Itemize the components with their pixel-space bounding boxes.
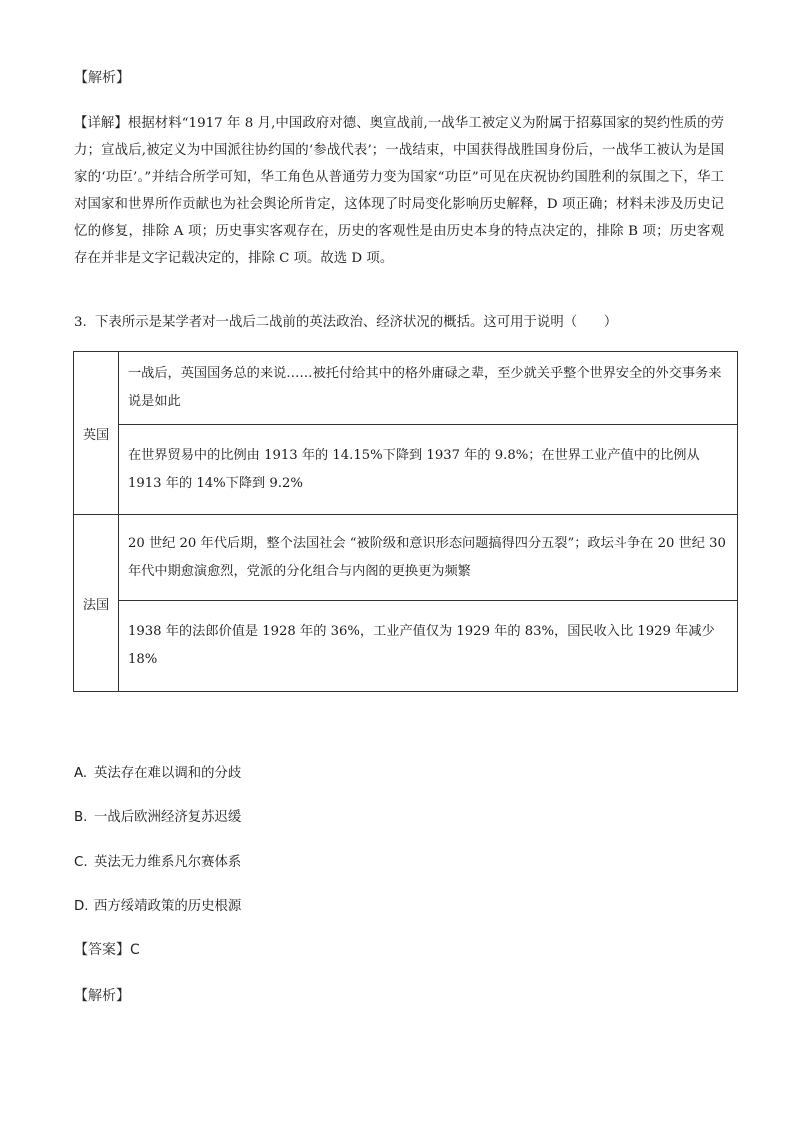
table-row xyxy=(74,352,738,425)
fr-economy-cell: 1938 年的法郎价值是 1928 年的 36%，工业产值仅为 1929 年的 83%，国民收入比 1929 年减少 18% xyxy=(119,601,738,692)
country-cell-uk: 英国 xyxy=(74,352,119,515)
detail-text: 根据材料“1917 年 8 月,中国政府对德、奥宣战前,一战华工被定义为附属于招募国家的契约性质的劳力；宣战后,被定义为中国派往协约国的‘参战代表’；一战结束，中国获得战胜国身份后，一战华工被认为是国家的‘功臣’。”并结合所学可知，华工角色从普通劳力变为国家“功臣”可见在庆祝协约国胜利的氛围之下，华工对国家和世界所作贡献也为社会舆论所肯定，这体现了时局变化影响历史解释，D 项正确；材料未涉及历史记忆的修复，排除 A 项；历史事实客观存在，历史的客观性是由历史本身的特点决定的，排除 B 项；历史客观存在并非是文字记载决定的，排除 C 项。故选 D 项。 xyxy=(74,116,724,266)
question-stem: 下表所示是某学者对一战后二战前的英法政治、经济状况的概括。这可用于说明（ ） xyxy=(95,315,618,330)
option-letter: D. xyxy=(74,899,89,914)
uk-politics-cell: 一战后，英国国务总的来说……被托付给其中的格外庸碌之辈，至少就关乎整个世界安全的外交事务来说是如此 xyxy=(119,352,738,425)
option-b[interactable] xyxy=(74,806,241,825)
option-text: 一战后欧洲经济复苏迟缓 xyxy=(94,810,242,825)
option-letter: C. xyxy=(74,855,88,870)
table-row xyxy=(74,601,738,692)
question-number: 3. xyxy=(74,315,87,330)
option-letter: A. xyxy=(74,766,88,781)
option-d[interactable] xyxy=(74,895,241,914)
answer-line xyxy=(74,939,140,959)
table-row xyxy=(74,515,738,601)
uk-economy-cell: 在世界贸易中的比例由 1913 年的 14.15%下降到 1937 年的 9.8%；在世界工业产值中的比例从 1913 年的 14%下降到 9.2% xyxy=(119,425,738,515)
table-row xyxy=(74,425,738,515)
option-c[interactable] xyxy=(74,851,241,870)
question-3 xyxy=(74,311,734,330)
option-letter: B. xyxy=(74,810,88,825)
analysis-heading-top: 【解析】 xyxy=(74,70,130,86)
detail-paragraph xyxy=(74,110,724,272)
source-table xyxy=(73,351,738,692)
option-text: 英法存在难以调和的分歧 xyxy=(94,766,242,781)
answer-value: C xyxy=(130,942,140,958)
analysis-heading-bottom: 【解析】 xyxy=(74,988,130,1004)
detail-label: 【详解】 xyxy=(74,116,128,131)
fr-politics-cell: 20 世纪 20 年代后期，整个法国社会 “被阶级和意识形态问题搞得四分五裂”；政坛斗争在 20 世纪 30 年代中期愈演愈烈，党派的分化组合与内阁的更换更为频繁 xyxy=(119,515,738,601)
option-a[interactable] xyxy=(74,762,241,781)
answer-label: 【答案】 xyxy=(74,942,130,958)
country-cell-fr: 法国 xyxy=(74,515,119,692)
option-text: 英法无力维系凡尔赛体系 xyxy=(94,855,242,870)
option-text: 西方绥靖政策的历史根源 xyxy=(94,899,242,914)
